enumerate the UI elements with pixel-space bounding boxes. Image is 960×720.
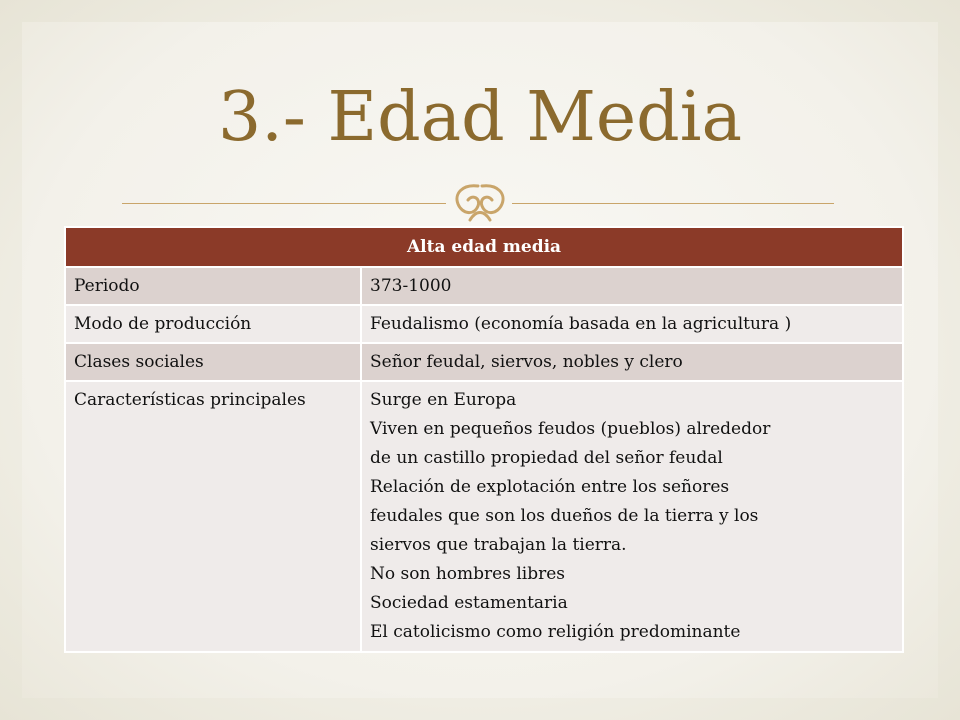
- feature-line: Viven en pequeños feudos (pueblos) alrededor: [370, 419, 771, 439]
- feature-line: feudales que son los dueños de la tierra y los: [370, 506, 759, 526]
- divider-right: [512, 203, 834, 204]
- table-row: [65, 381, 903, 652]
- feature-line: siervos que trabajan la tierra.: [370, 535, 627, 555]
- row-label: Modo de producción: [65, 305, 361, 343]
- slide-title: 3.- Edad Media: [217, 78, 742, 157]
- table-header: Alta edad media: [65, 227, 903, 267]
- feature-line: Relación de explotación entre los señores: [370, 477, 730, 497]
- row-label: Características principales: [65, 381, 361, 652]
- divider-left: [122, 203, 446, 204]
- ornamental-flourish-icon: [448, 180, 512, 224]
- feature-line: El catolicismo como religión predominante: [370, 622, 741, 642]
- row-label: Periodo: [65, 267, 361, 305]
- feature-line: Surge en Europa: [370, 390, 517, 410]
- edad-media-table: [64, 226, 904, 653]
- feature-line: de un castillo propiedad del señor feudal: [370, 448, 723, 468]
- table-row: [65, 305, 903, 343]
- row-label: Clases sociales: [65, 343, 361, 381]
- features-cell: [361, 381, 903, 652]
- row-value: 373-1000: [361, 267, 903, 305]
- row-value: Señor feudal, siervos, nobles y clero: [361, 343, 903, 381]
- table-row: [65, 267, 903, 305]
- feature-line: No son hombres libres: [370, 564, 565, 584]
- feature-line: Sociedad estamentaria: [370, 593, 568, 613]
- table-row: [65, 343, 903, 381]
- row-value: Feudalismo (economía basada en la agricultura ): [361, 305, 903, 343]
